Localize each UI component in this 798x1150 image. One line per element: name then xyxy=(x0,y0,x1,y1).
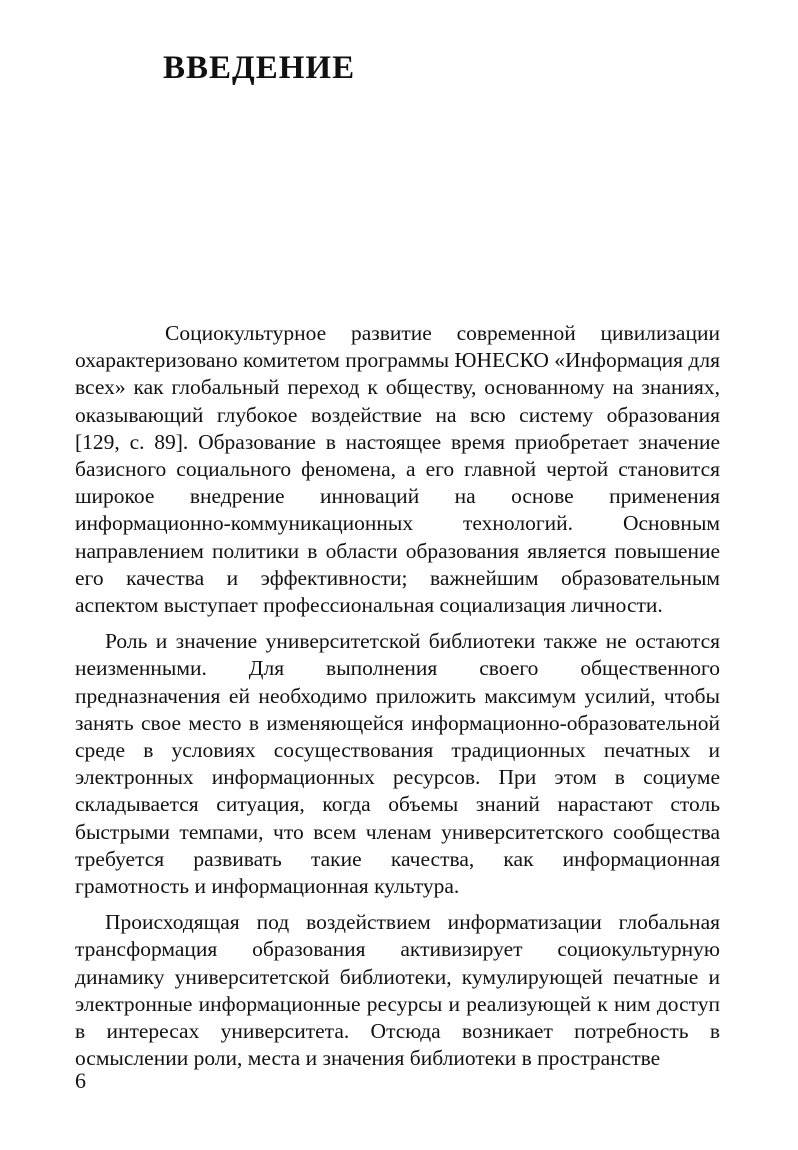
page-number: 6 xyxy=(75,1068,86,1093)
paragraph-1: Социокультурное развитие современной цивилизации охарактеризовано комитетом программы ЮНЕСКО «Информация для всех» как глобальный переход к обществу, основанному на знаниях, оказывающий глубокое воздействие на всю систему образования [129, с. 89]. Образование в настоящее время приобретает значение базисного социального феномена, а его главной чертой становится широкое внедрение инноваций на основе применения информационно-коммуникационных технологий. Основным направлением политики в области образования является повышение его качества и эффективности; важнейшим образовательным аспектом выступает профессиональная социализация личности. xyxy=(75,321,720,618)
body-text xyxy=(75,320,720,1072)
paragraph-2: Роль и значение университетской библиотеки также не остаются неизменными. Для выполнения своего общественного предназначения ей необходимо приложить максимум усилий, чтобы занять свое место в изменяющейся информационно-образовательной среде в условиях сосуществования традиционных печатных и электронных информационных ресурсов. При этом в социуме складывается ситуация, когда объемы знаний нарастают столь быстрыми темпами, что всем членам университетского сообщества требуется развивать такие качества, как информационная грамотность и информационная культура. xyxy=(75,629,720,899)
paragraph-3: Происходящая под воздействием информатизации глобальная трансформация образования активизирует социокультурную динамику университетской библиотеки, кумулирующей печатные и электронные информационные ресурсы и реализующей к ним доступ в интересах университета. Отсюда возникает потребность в осмыслении роли, места и значения библиотеки в пространстве xyxy=(75,910,720,1071)
chapter-heading: ВВЕДЕНИЕ xyxy=(163,50,356,86)
